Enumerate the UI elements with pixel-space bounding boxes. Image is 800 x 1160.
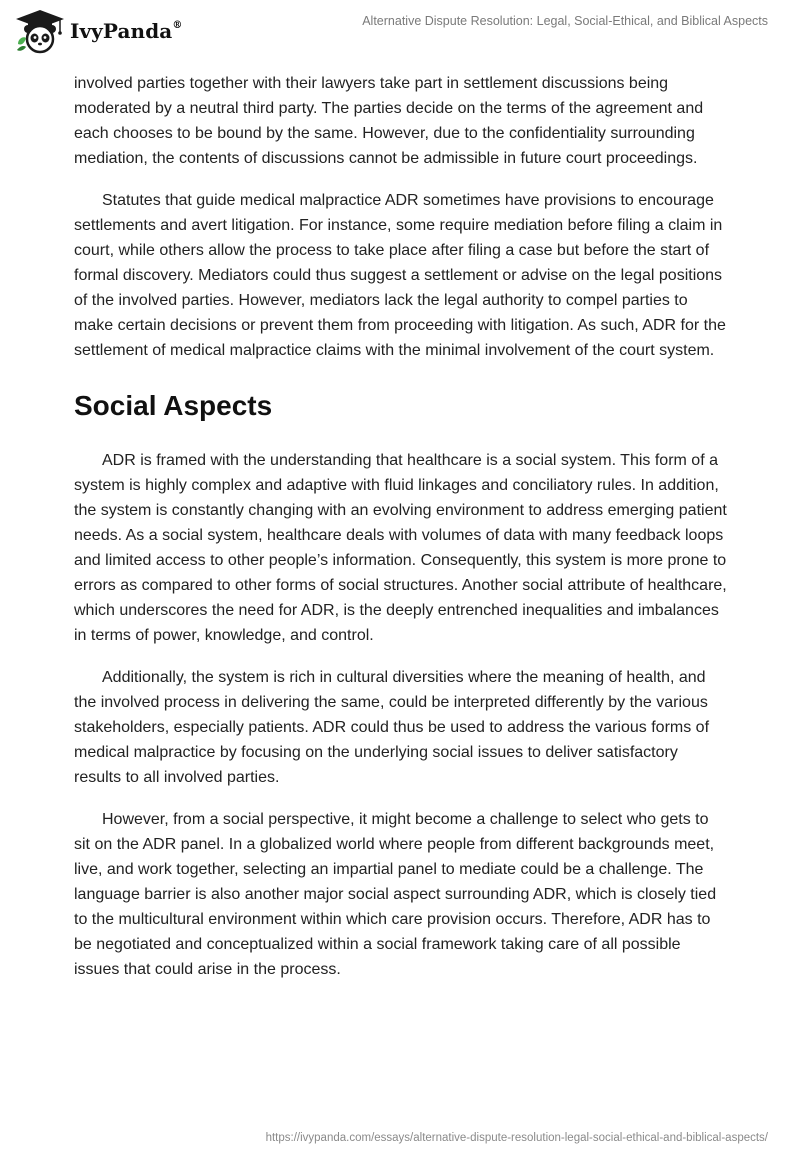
panda-graduate-icon <box>14 8 66 54</box>
paragraph-statutes: Statutes that guide medical malpractice ADR sometimes have provisions to encourage settlements and avert litigation. For instance, some require mediation before filing a claim in court, while others allow the process to take place after filing a case but before the start of formal discovery. Mediators could thus suggest a settlement or advise on the legal positions of the involved parties. However, mediators lack the legal authority to compel parties to make certain decisions or prevent them from proceeding with litigation. As such, ADR for the settlement of medical malpractice claims with the minimal involvement of the court system. <box>74 192 726 359</box>
paragraph-social-system: ADR is framed with the understanding that healthcare is a social system. This form of a system is highly complex and adaptive with fluid linkages and conciliatory rules. In addition, the system is constantly changing with an evolving environment to address emerging patient needs. As a social system, healthcare deals with volumes of data with many feedback loops and limited access to other people’s information. Consequently, this system is more prone to errors as compared to other forms of social structures. Another social attribute of healthcare, which underscores the need for ADR, is the deeply entrenched inequalities and imbalances in terms of power, knowledge, and control. <box>74 452 727 644</box>
page-header <box>0 0 800 64</box>
section-heading-social-aspects: Social Aspects <box>74 390 273 421</box>
ivypanda-logo[interactable] <box>14 8 182 54</box>
paragraph-cultural-diversity: Additionally, the system is rich in cultural diversities where the meaning of health, and the involved process in delivering the same, could be interpreted differently by the various stakeholders, especially patients. ADR could thus be used to address the various forms of medical malpractice by focusing on the underlying social issues to deliver satisfactory results to all involved parties. <box>74 669 710 786</box>
essay-body <box>74 71 728 999</box>
paragraph-panel-challenge: However, from a social perspective, it might become a challenge to select who gets to sit on the ADR panel. In a globalized world where people from different backgrounds meet, live, and work together, selecting an impartial panel to mediate could be a challenge. The language barrier is also another major social aspect surrounding ADR, which is closely tied to the multicultural environment within which care provision occurs. Therefore, ADR has to be negotiated and conceptualized within a social framework taking care of all possible issues that could arise in the process. <box>74 811 717 978</box>
paragraph-continuation: involved parties together with their lawyers take part in settlement discussions being moderated by a neutral third party. The parties decide on the terms of the agreement and each chooses to be bound by the same. However, due to the confidentiality surrounding mediation, the contents of discussions cannot be admissible in future court proceedings. <box>74 75 704 167</box>
source-url-link[interactable]: https://ivypanda.com/essays/alternative-dispute-resolution-legal-social-ethical-and-biblical-aspects/ <box>265 1132 768 1144</box>
brand-name: IvyPanda® <box>70 19 183 43</box>
document-title: Alternative Dispute Resolution: Legal, Social-Ethical, and Biblical Aspects <box>362 14 768 28</box>
